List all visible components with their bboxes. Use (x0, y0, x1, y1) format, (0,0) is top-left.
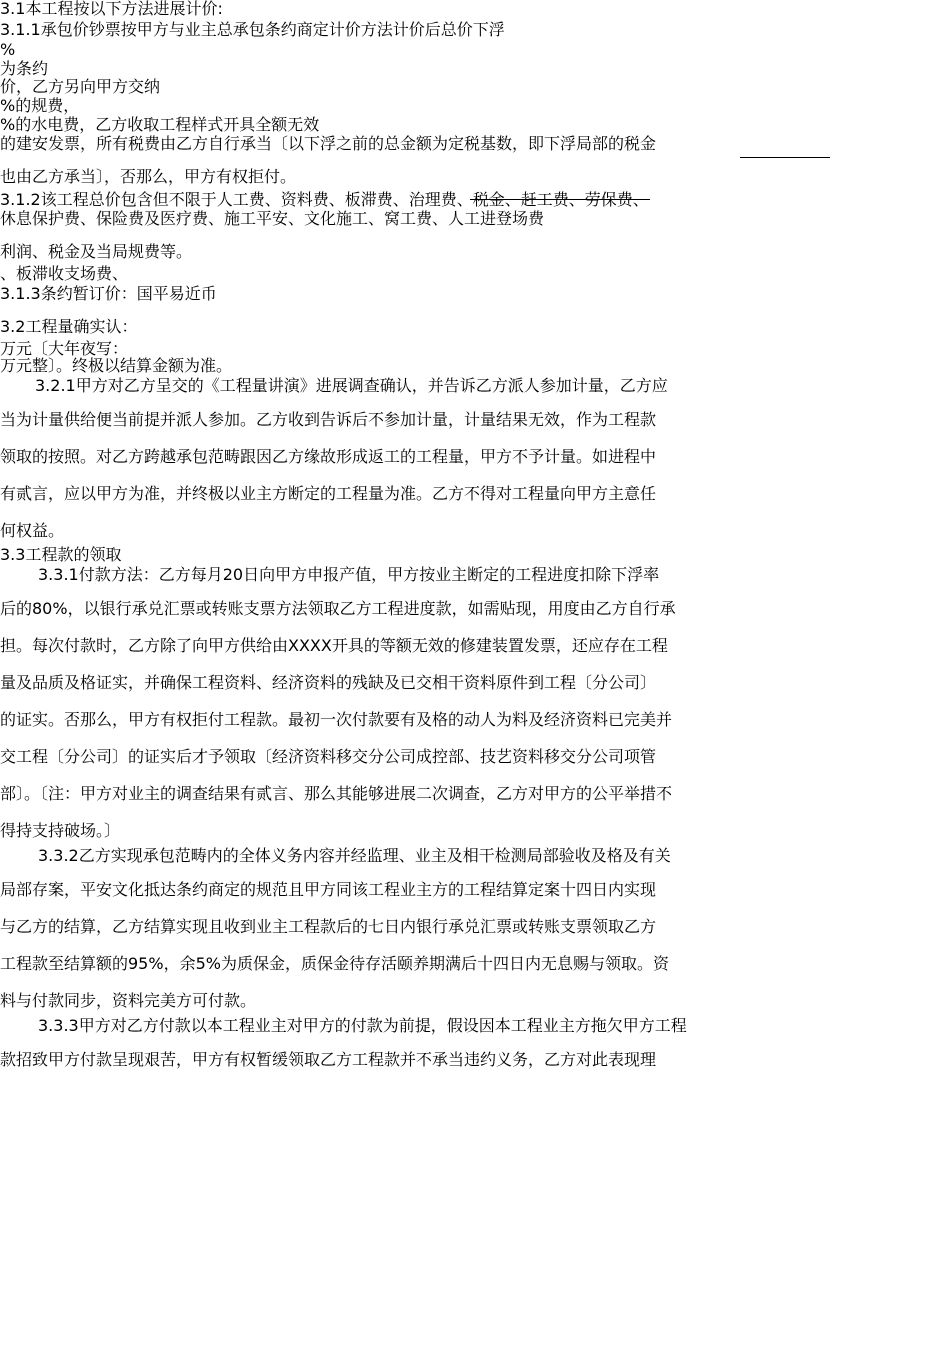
text-line: 、板滞收支场费、 (0, 264, 129, 283)
text-line: 3.1.1承包价钞票按甲方与业主总承包条约商定计价方法计价后总价下浮 (0, 20, 505, 39)
paragraph-line: 料与付款同步，资料完美方可付款。 (0, 991, 257, 1010)
text-line: 价，乙方另向甲方交纳 (0, 77, 161, 96)
text-line: 的建安发票，所有税费由乙方自行承当〔以下浮之前的总金额为定税基数，即下浮局部的税金 (0, 134, 657, 153)
text-line: 为条约 (0, 59, 49, 78)
paragraph-line: 领取的按照。对乙方跨越承包范畴跟因乙方缘故形成返工的工程量，甲方不予计量。如进程中 (0, 447, 657, 466)
text-line: %的规费， (0, 96, 80, 115)
text-line: % (0, 40, 16, 59)
paragraph-line: 得持支持破场。〕 (0, 821, 121, 840)
paragraph-line: 交工程〔分公司〕的证实后才予领取〔经济资料移交分公司成控部、技艺资料移交分公司项管 (0, 747, 657, 766)
paragraph-line: 局部存案，平安文化抵达条约商定的规范且甲方同该工程业主方的工程结算定案十四日内实现 (0, 880, 657, 899)
paragraph-line: 何权益。 (0, 521, 65, 540)
paragraph-line: 的证实。否那么，甲方有权拒付工程款。最初一次付款要有及格的动人为料及经济资料已完美并 (0, 710, 673, 729)
text-line: 休息保护费、保险费及医疗费、施工平安、文化施工、窝工费、人工进登场费 (0, 209, 545, 228)
paragraph-line: 3.3.2乙方实现承包范畴内的全体义务内容并经监理、业主及相干检测局部验收及格及有关 (38, 846, 671, 865)
paragraph-line: 量及品质及格证实，并确保工程资料、经济资料的残缺及已交相干资料原件到工程〔分公司〕 (0, 673, 657, 692)
text-line: 3.2工程量确实认： (0, 317, 138, 336)
text-line: 3.1本工程按以下方法进展计价: (0, 0, 223, 18)
fill-in-blank (740, 157, 830, 158)
paragraph-line: 当为计量供给便当前提并派人参加。乙方收到告诉后不参加计量，计量结果无效，作为工程款 (0, 410, 657, 429)
strike-line (470, 199, 650, 200)
paragraph-line: 工程款至结算额的95%，余5%为质保金，质保金待存活颐养期满后十四日内无息赐与领取。资 (0, 954, 669, 973)
text-line: 也由乙方承当〕，否那么，甲方有权拒付。 (0, 167, 297, 186)
text-line: 利润、税金及当局规费等。 (0, 242, 193, 261)
paragraph-line: 担。每次付款时，乙方除了向甲方供给由XXXX开具的等额无效的修建装置发票，还应存在工程 (0, 636, 668, 655)
paragraph-line: 3.3.1付款方法：乙方每月20日向甲方申报产值，甲方按业主断定的工程进度扣除下浮率 (38, 565, 660, 584)
section-heading: 3.3工程款的领取 (0, 545, 122, 564)
text-line: 万元〔大年夜写： (0, 339, 129, 358)
paragraph-line: 后的80%，以银行承兑汇票或转账支票方法领取乙方工程进度款，如需贴现，用度由乙方自行承 (0, 599, 676, 618)
paragraph-line: 与乙方的结算，乙方结算实现且收到业主工程款后的七日内银行承兑汇票或转账支票领取乙方 (0, 917, 657, 936)
paragraph-line: 款招致甲方付款呈现艰苦，甲方有权暂缓领取乙方工程款并不承当违约义务，乙方对此表现理 (0, 1050, 657, 1069)
text-line: 3.1.3条约暂订价：国平易近币 (0, 284, 217, 303)
text-line: 3.1.2该工程总价包含但不限于人工费、资料费、板滞费、治理费、税金、赶工费、劳保费、 (0, 190, 649, 209)
paragraph-line: 部〕。〔注：甲方对业主的调查结果有贰言、那么其能够进展二次调查，乙方对甲方的公平举措不 (0, 784, 673, 803)
paragraph-line: 3.2.1甲方对乙方呈交的《工程量讲演》进展调查确认，并告诉乙方派人参加计量，乙方应 (35, 376, 668, 395)
paragraph-line: 3.3.3甲方对乙方付款以本工程业主对甲方的付款为前提，假设因本工程业主方拖欠甲方工程 (38, 1016, 687, 1035)
text-line: 万元整〕。终极以结算金额为准。 (0, 356, 233, 375)
paragraph-line: 有贰言，应以甲方为准，并终极以业主方断定的工程量为准。乙方不得对工程量向甲方主意任 (0, 484, 657, 503)
text-line: %的水电费，乙方收取工程样式开具全额无效 (0, 115, 320, 134)
